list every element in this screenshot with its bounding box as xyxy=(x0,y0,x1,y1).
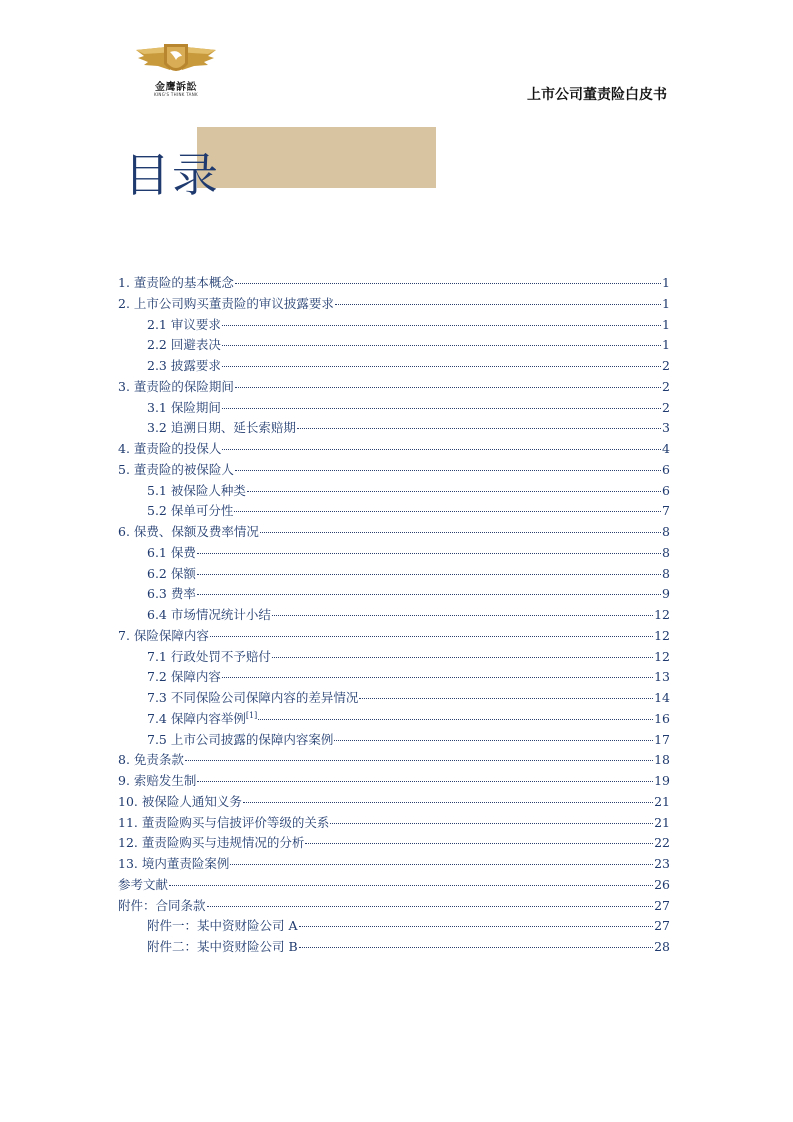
toc-leader-dots xyxy=(197,574,661,575)
toc-entry-label: 9. 索赔发生制 xyxy=(118,773,197,788)
toc-entry-label: 7.2 保障内容 xyxy=(147,669,221,685)
toc-entry[interactable] xyxy=(118,418,670,439)
toc-entry[interactable] xyxy=(118,916,670,937)
toc-leader-dots xyxy=(222,325,661,326)
toc-entry-label: 5.2 保单可分性 xyxy=(147,503,234,519)
toc-leader-dots xyxy=(334,740,653,741)
toc-entry[interactable] xyxy=(118,937,670,958)
toc-entry-page: 27 xyxy=(654,897,670,913)
toc-entry-page: 2 xyxy=(662,358,670,373)
title-accent-box xyxy=(197,127,436,188)
toc-entry-label: 4. 董责险的投保人 xyxy=(118,441,222,456)
document-title: 上市公司董责险白皮书 xyxy=(527,87,667,103)
toc-entry-label: 6. 保费、保额及费率情况 xyxy=(118,524,259,539)
toc-entry[interactable] xyxy=(118,875,670,896)
toc-entry-label: 6.3 费率 xyxy=(147,586,196,602)
toc-entry[interactable] xyxy=(118,335,670,356)
toc-entry-page: 17 xyxy=(654,731,670,747)
toc-entry-page: 16 xyxy=(654,710,670,726)
toc-entry-page: 1 xyxy=(662,316,670,332)
toc-entry-label: 7.4 保障内容举例[1] xyxy=(147,710,258,726)
toc-entry[interactable] xyxy=(118,377,670,398)
toc-leader-dots xyxy=(258,719,653,720)
toc-entry-page: 6 xyxy=(662,461,670,477)
toc-leader-dots xyxy=(359,698,653,699)
company-logo xyxy=(134,40,218,102)
toc-entry[interactable] xyxy=(118,647,670,668)
toc-entry[interactable] xyxy=(118,792,670,813)
toc-entry-label: 2. 上市公司购买董责险的审议披露要求 xyxy=(118,295,334,311)
toc-entry-page: 1 xyxy=(662,295,670,311)
table-of-contents xyxy=(118,273,670,958)
logo-name: 金鹰訴訟 xyxy=(155,82,197,93)
toc-entry[interactable] xyxy=(118,315,670,336)
toc-entry[interactable] xyxy=(118,730,670,751)
toc-entry[interactable] xyxy=(118,522,670,543)
toc-entry-page: 8 xyxy=(662,565,670,581)
toc-entry-label: 11. 董责险购买与信披评价等级的关系 xyxy=(118,814,330,830)
toc-entry-label: 7.5 上市公司披露的保障内容案例 xyxy=(147,731,334,747)
toc-entry[interactable] xyxy=(118,501,670,522)
toc-leader-dots xyxy=(272,657,653,658)
toc-entry[interactable] xyxy=(118,626,670,647)
toc-leader-dots xyxy=(235,470,661,471)
toc-entry-page: 12 xyxy=(654,648,670,664)
toc-leader-dots xyxy=(260,532,661,533)
toc-entry-label: 5.1 被保险人种类 xyxy=(147,482,246,498)
toc-entry[interactable] xyxy=(118,460,670,481)
toc-leader-dots xyxy=(222,366,661,367)
toc-entry-label: 附件一：某中资财险公司 A xyxy=(147,918,298,934)
toc-leader-dots xyxy=(272,615,653,616)
toc-entry-label: 附件：合同条款 xyxy=(118,897,206,913)
toc-entry-page: 9 xyxy=(662,586,670,602)
toc-entry-label: 7. 保险保障内容 xyxy=(118,627,209,643)
toc-entry[interactable] xyxy=(118,294,670,315)
toc-leader-dots xyxy=(330,823,653,824)
toc-entry-page: 2 xyxy=(662,378,670,394)
toc-entry[interactable] xyxy=(118,813,670,834)
toc-leader-dots xyxy=(299,947,653,948)
toc-entry-label: 1. 董责险的基本概念 xyxy=(118,275,234,290)
toc-leader-dots xyxy=(185,760,653,761)
toc-leader-dots xyxy=(243,802,653,803)
toc-entry-label: 3.1 保险期间 xyxy=(147,399,221,415)
toc-leader-dots xyxy=(235,387,661,388)
toc-entry-page: 14 xyxy=(654,690,670,705)
toc-entry-label: 2.2 回避表决 xyxy=(147,337,221,353)
toc-entry-page: 1 xyxy=(662,337,670,353)
toc-entry-page: 27 xyxy=(654,918,670,934)
toc-entry-page: 7 xyxy=(662,503,670,519)
toc-entry-label: 12. 董责险购买与违规情况的分析 xyxy=(118,835,305,851)
toc-entry-page: 21 xyxy=(654,814,670,830)
toc-entry-label: 3. 董责险的保险期间 xyxy=(118,378,234,394)
toc-leader-dots xyxy=(222,677,653,678)
toc-leader-dots xyxy=(234,511,661,512)
toc-entry[interactable] xyxy=(118,481,670,502)
toc-entry-page: 19 xyxy=(654,773,670,788)
toc-entry-page: 12 xyxy=(654,607,670,622)
toc-entry-page: 23 xyxy=(654,856,670,871)
toc-entry-label: 3.2 追溯日期、延长索赔期 xyxy=(147,420,296,436)
toc-entry-page: 6 xyxy=(662,482,670,498)
toc-entry-label: 6.2 保额 xyxy=(147,565,196,581)
toc-entry-label: 附件二：某中资财险公司 B xyxy=(147,939,298,954)
toc-leader-dots xyxy=(207,906,654,907)
toc-leader-dots xyxy=(297,428,661,429)
toc-entry-label: 2.3 披露要求 xyxy=(147,358,221,373)
toc-entry-label: 6.1 保费 xyxy=(147,544,196,560)
toc-entry-label: 7.1 行政处罚不予赔付 xyxy=(147,648,271,664)
toc-entry-page: 28 xyxy=(654,939,670,954)
toc-leader-dots xyxy=(197,594,661,595)
toc-entry[interactable] xyxy=(118,543,670,564)
logo-tagline: KING'S THINK TANK xyxy=(154,92,198,97)
toc-entry-label: 7.3 不同保险公司保障内容的差异情况 xyxy=(147,690,359,705)
toc-entry[interactable] xyxy=(118,750,670,771)
toc-entry[interactable] xyxy=(118,273,670,294)
toc-leader-dots xyxy=(210,636,653,637)
toc-leader-dots xyxy=(230,864,653,865)
toc-entry[interactable] xyxy=(118,854,670,875)
toc-entry-page: 21 xyxy=(654,793,670,809)
toc-entry-label: 8. 免责条款 xyxy=(118,752,184,768)
toc-leader-dots xyxy=(247,491,661,492)
page-title: 目录 xyxy=(124,148,220,202)
toc-leader-dots xyxy=(235,283,661,284)
toc-entry-page: 8 xyxy=(662,524,670,539)
toc-leader-dots xyxy=(222,449,661,450)
toc-entry-page: 12 xyxy=(654,627,670,643)
toc-entry-page: 22 xyxy=(654,835,670,851)
toc-entry-label: 13. 境内董责险案例 xyxy=(118,856,230,871)
toc-entry[interactable] xyxy=(118,564,670,585)
toc-entry[interactable] xyxy=(118,605,670,626)
toc-entry-page: 8 xyxy=(662,544,670,560)
toc-entry-page: 4 xyxy=(662,441,670,456)
toc-entry[interactable] xyxy=(118,709,670,730)
toc-leader-dots xyxy=(299,926,654,927)
toc-entry[interactable] xyxy=(118,771,670,792)
toc-entry-label: 2.1 审议要求 xyxy=(147,316,221,332)
toc-entry[interactable] xyxy=(118,667,670,688)
toc-leader-dots xyxy=(222,345,661,346)
toc-entry-page: 13 xyxy=(654,669,670,685)
footnote-marker[interactable]: [1] xyxy=(245,710,258,720)
toc-entry[interactable] xyxy=(118,584,670,605)
eagle-wings-icon xyxy=(134,40,218,80)
toc-entry-page: 26 xyxy=(654,876,670,892)
toc-leader-dots xyxy=(197,553,661,554)
toc-entry-label: 6.4 市场情况统计小结 xyxy=(147,607,271,622)
toc-entry[interactable] xyxy=(118,896,670,917)
toc-leader-dots xyxy=(197,781,653,782)
toc-entry[interactable] xyxy=(118,439,670,460)
toc-entry[interactable] xyxy=(118,833,670,854)
toc-entry[interactable] xyxy=(118,398,670,419)
toc-entry-page: 3 xyxy=(662,420,670,436)
toc-leader-dots xyxy=(169,885,653,886)
toc-entry-page: 2 xyxy=(662,399,670,415)
toc-entry[interactable] xyxy=(118,356,670,377)
toc-entry[interactable] xyxy=(118,688,670,709)
toc-entry-label: 10. 被保险人通知义务 xyxy=(118,793,242,809)
toc-entry-label: 参考文献 xyxy=(118,876,169,892)
toc-leader-dots xyxy=(305,843,653,844)
toc-entry-page: 18 xyxy=(654,752,670,768)
toc-entry-label: 5. 董责险的被保险人 xyxy=(118,461,234,477)
toc-entry-page: 1 xyxy=(662,275,670,290)
toc-leader-dots xyxy=(222,408,661,409)
toc-leader-dots xyxy=(335,304,661,305)
